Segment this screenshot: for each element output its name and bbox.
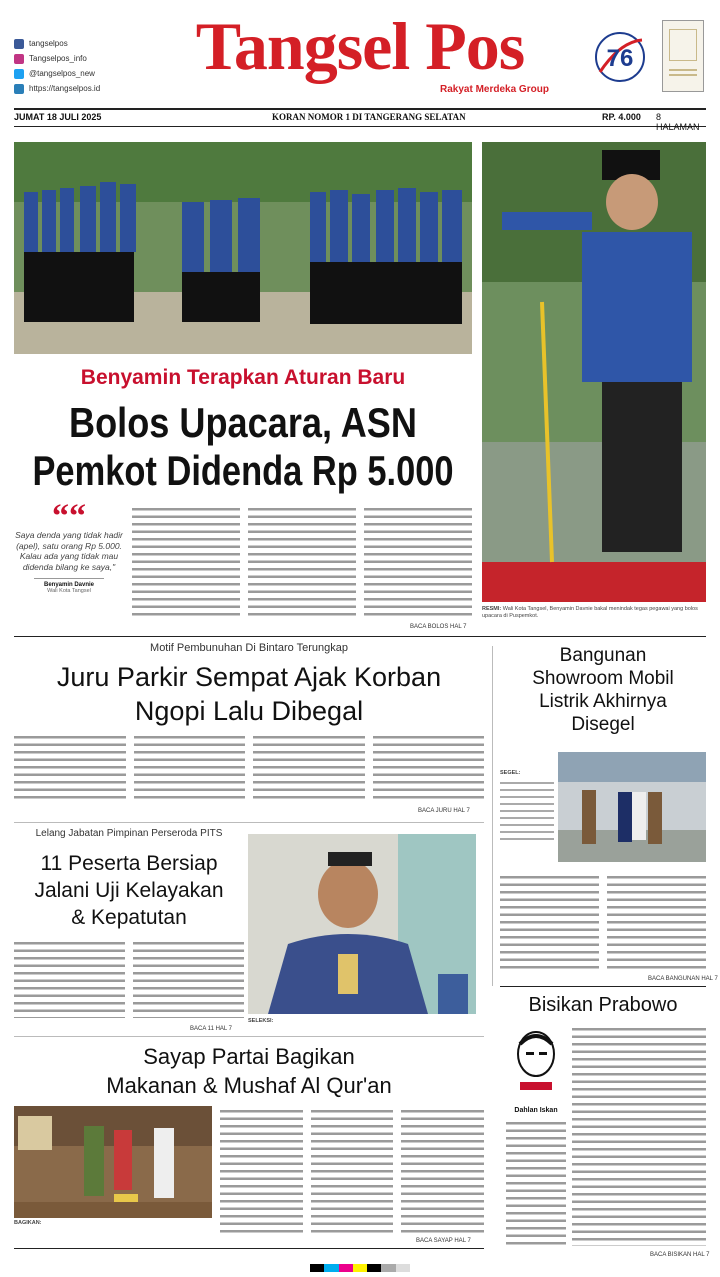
date-ribbon <box>14 108 706 132</box>
motto: KORAN NOMOR 1 DI TANGERANG SELATAN <box>272 112 466 122</box>
prabowo-jump-link[interactable]: BACA BISIKAN HAL 7 <box>650 1252 710 1258</box>
pits-caption: SELEKSI: <box>248 1018 274 1024</box>
prabowo-headline[interactable]: Bisikan Prabowo <box>528 994 678 1016</box>
masthead-title: Tangsel Pos <box>195 8 525 84</box>
lead-photo-mayor <box>482 142 706 602</box>
showroom-body-text <box>500 874 706 970</box>
social-web[interactable]: https://tangselpos.id <box>14 81 100 96</box>
sayap-photo <box>14 1106 212 1218</box>
social-instagram[interactable]: Tangselpos_info <box>14 51 100 66</box>
lead-photo-asn <box>14 142 472 354</box>
social-twitter[interactable]: @tangselpos_new <box>14 66 100 81</box>
pits-jump-link[interactable]: BACA 11 HAL 7 <box>190 1026 233 1032</box>
parkir-headline-line1[interactable]: Juru Parkir Sempat Ajak Korban <box>56 662 442 692</box>
pullquote-role: Wali Kota Tangsel <box>47 588 91 594</box>
pits-photo <box>248 834 476 1014</box>
sayap-jump-link[interactable]: BACA SAYAP HAL 7 <box>416 1238 471 1244</box>
pullquote-author: Benyamin Davnie <box>43 582 95 588</box>
issue-date: JUMAT 18 JULI 2025 <box>14 112 102 122</box>
price: RP. 4.000 <box>602 112 641 122</box>
pullquote-text: Saya denda yang tidak hadir (apel), satu orang Rp 5.000. Kalau ada yang tidak mau didenda bilang ke saya," <box>15 530 123 572</box>
sayap-headline[interactable]: Sayap Partai Bagikan Makanan & Mushaf Al Qur'an <box>106 1044 392 1098</box>
instagram-icon <box>14 54 24 64</box>
print-color-bar <box>310 1264 410 1272</box>
lead-headline-line2[interactable]: Pemkot Didenda Rp 5.000 <box>32 447 454 494</box>
anniversary-logo <box>590 22 650 92</box>
columnist-name: Dahlan Iskan <box>514 1107 558 1114</box>
parkir-jump-link[interactable]: BACA JURU HAL 7 <box>418 808 470 814</box>
lead-headline-line1[interactable]: Bolos Upacara, ASN <box>69 399 417 446</box>
web-icon <box>14 84 24 94</box>
lead-photo-caption <box>482 606 706 620</box>
award-stamp-icon <box>662 20 704 92</box>
parkir-kicker: Motif Pembunuhan Di Bintaro Terungkap <box>150 642 348 654</box>
quote-mark-icon: ““ <box>52 498 86 535</box>
social-facebook[interactable]: tangselpos <box>14 36 100 51</box>
pits-body-text <box>14 940 244 1018</box>
showroom-jump-link[interactable]: BACA BANGUNAN HAL 7 <box>648 976 718 982</box>
columnist-portrait <box>506 1024 566 1114</box>
showroom-headline[interactable]: Bangunan Showroom Mobil Listrik Akhirnya Disegel <box>532 645 674 735</box>
pits-kicker: Lelang Jabatan Pimpinan Perseroda PITS <box>35 828 223 839</box>
page-count: 8 HALAMAN <box>656 112 700 132</box>
sayap-body-text <box>220 1108 484 1234</box>
caption-text: Wali Kota Tangsel, Benyamin Davnie bakal menindak tegas pegawai yang bolos upacara di Puspemkot. <box>482 606 698 619</box>
facebook-icon <box>14 39 24 49</box>
social-links <box>14 36 100 96</box>
sayap-caption: BAGIKAN: <box>14 1220 42 1226</box>
pits-headline[interactable]: 11 Peserta Bersiap Jalani Uji Kelayakan & Kepatutan <box>34 852 224 929</box>
lead-body-text <box>132 506 472 618</box>
caption-label: RESMI: <box>482 606 502 612</box>
showroom-caption: SEGEL: <box>500 770 554 840</box>
prabowo-body-text-2 <box>506 1120 566 1246</box>
prabowo-body-text <box>572 1026 706 1246</box>
twitter-icon <box>14 69 24 79</box>
parkir-body-text <box>14 734 484 800</box>
parkir-headline-line2[interactable]: Ngopi Lalu Dibegal <box>134 696 364 726</box>
showroom-photo <box>558 752 706 862</box>
lead-kicker: Benyamin Terapkan Aturan Baru <box>80 366 406 389</box>
masthead-tagline: Rakyat Merdeka Group <box>440 84 549 95</box>
anniversary-number: 76 <box>606 45 634 72</box>
lead-pullquote <box>14 498 124 594</box>
lead-jump-link[interactable]: BACA BOLOS HAL 7 <box>410 624 467 630</box>
